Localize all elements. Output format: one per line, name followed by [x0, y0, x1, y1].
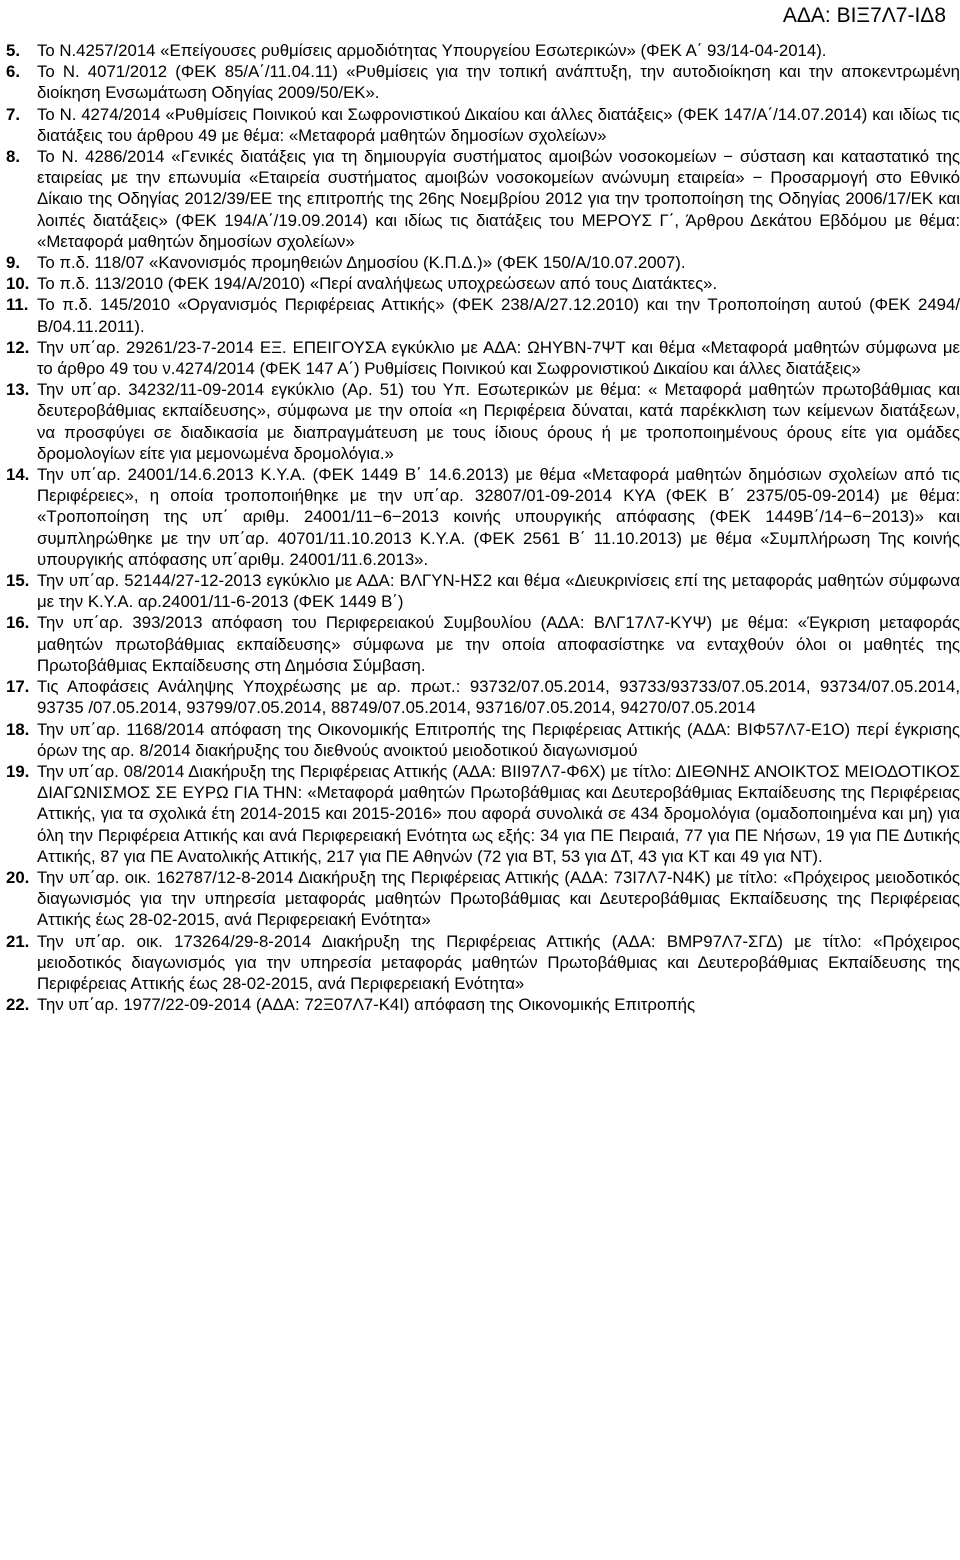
item-text: Την υπ΄αρ. 34232/11-09-2014 εγκύκλιο (Αρ. 51) του Υπ. Εσωτερικών με θέμα: « Μεταφορά μαθητών πρωτοβάθμιας και δευτεροβάθμιας εκπαίδευσης», σύμφωνα με την οποία «η Περιφέρεια δύναται, κατά παρέκκλιση των κείμενων διατάξεων, να προσφύγει σε διαδικασία με διαπραγμάτευση με τους ίδιους όρους ή με τροποποιημένους όρους είτε για ομάδες δρομολογίων είτε για μεμονωμένα δρομολόγια.»	[37, 380, 960, 463]
list-item	[6, 931, 960, 995]
list-item	[6, 719, 960, 761]
item-text: Το π.δ. 145/2010 «Οργανισμός Περιφέρειας Αττικής» (ΦΕΚ 238/Α/27.12.2010) και την Τροποποίηση αυτού (ΦΕΚ 2494/Β/04.11.2011).	[37, 295, 960, 336]
list-item	[6, 40, 960, 61]
list-item	[6, 867, 960, 931]
legal-references-list	[6, 40, 960, 1024]
list-item	[6, 252, 960, 273]
list-item	[6, 146, 960, 252]
item-text: Το π.δ. 113/2010 (ΦΕΚ 194/Α/2010) «Περί αναλήψεως υποχρεώσεων από τους Διατάκτες».	[37, 274, 718, 294]
item-number: 13.	[6, 380, 30, 400]
list-item	[6, 761, 960, 867]
item-number: 20.	[6, 867, 30, 887]
item-text: Την υπ΄αρ. 29261/23-7-2014 ΕΞ. ΕΠΕΙΓΟΥΣΑ εγκύκλιο με ΑΔΑ: ΩΗΥΒΝ-7ΨΤ και θέμα «Μεταφορά μαθητών σύμφωνα με το άρθρο 49 του ν.4274/2014 (ΦΕΚ 147 Α΄) Ρυθμίσεις Ποινικού και Σωφρονιστικού Δικαίου και άλλες διατάξεις»	[37, 337, 960, 379]
item-text: Το π.δ. 118/07 «Κανονισμός προμηθειών Δημοσίου (Κ.Π.Δ.)» (ΦΕΚ 150/Α/10.07.2007).	[37, 253, 686, 273]
item-number: 14.	[6, 465, 30, 485]
list-item	[6, 104, 960, 146]
list-item	[6, 294, 960, 336]
item-text: Τις Αποφάσεις Ανάληψης Υποχρέωσης με αρ. πρωτ.: 93732/07.05.2014, 93733/93733/07.05.2014, 93734/07.05.2014, 93735 /07.05.2014, 93799/07.05.2014, 88749/07.05.2014, 93716/07.05.2014, 94270/07.05.2014	[37, 677, 960, 718]
item-text: Την υπ΄αρ. 24001/14.6.2013 Κ.Υ.Α. (ΦΕΚ 1449 Β΄ 14.6.2013) με θέμα «Μεταφορά μαθητών δημόσιων σχολείων από τις Περιφέρειες», η οποία τροποποιήθηκε με την υπ΄αρ. 32807/01-09-2014 ΚΥΑ (ΦΕΚ Β΄ 2375/05-09-2014) με θέμα: «Τροποποίηση της υπ΄ αριθμ. 24001/11−6−2013 κοινής υπουργικής απόφασης (ΦΕΚ 1449Β΄/14−6−2013)» και συμπληρώθηκε με την υπ΄αρ. 40701/11.10.2013 Κ.Υ.Α. (ΦΕΚ 2561 Β΄ 11.10.2013) με θέμα «Συμπλήρωση Της κοινής υπουργικής απόφασης υπ΄αριθμ. 24001/11.6.2013».	[37, 465, 960, 569]
list-item	[6, 379, 960, 464]
item-text: Την υπ΄αρ. οικ. 173264/29-8-2014 Διακήρυξη της Περιφέρειας Αττικής (ΑΔΑ: ΒΜΡ97Λ7-ΣΓΔ) με τίτλο: «Πρόχειρος μειοδοτικός διαγωνισμός για την υπηρεσία μεταφοράς μαθητών Πρωτοβάθμιας και Δευτεροβάθμιας Εκπαίδευσης της Περιφέρειας Αττικής έως 28-02-2015, ανά Περιφερειακή Ενότητα»	[37, 931, 960, 993]
item-number: 7.	[6, 104, 20, 124]
item-text: Την υπ΄αρ. 393/2013 απόφαση του Περιφερειακού Συμβουλίου (ΑΔΑ: ΒΛΓ17Λ7-ΚΥΨ) με θέμα: «Έγκριση μεταφοράς μαθητών πρωτοβάθμιας εκπαίδευσης» σύμφωνα με την οποία αποφασίστηκε να ενταχθούν όλοι οι μαθητές της Πρωτοβάθμιας Εκπαίδευσης στη Δημόσια Σύμβαση.	[37, 613, 960, 675]
item-text: Το Ν. 4071/2012 (ΦΕΚ 85/Α΄/11.04.11) «Ρυθμίσεις για την τοπική ανάπτυξη, την αυτοδιοίκηση και την αποκεντρωμένη διοίκηση Ενσωμάτωση Οδηγίας 2009/50/ΕΚ».	[37, 62, 960, 103]
list-item	[6, 570, 960, 612]
list-item	[6, 994, 960, 1015]
item-number: 11.	[6, 295, 29, 315]
item-number: 16.	[6, 613, 30, 633]
item-number: 6.	[6, 62, 20, 82]
list-item	[6, 337, 960, 379]
list-item	[6, 273, 960, 294]
item-number: 22.	[6, 995, 30, 1015]
item-text: Την υπ΄αρ. 1977/22-09-2014 (ΑΔΑ: 72Ξ07Λ7-Κ4Ι) απόφαση της Οικονομικής Επιτροπής	[37, 995, 696, 1015]
item-number: 18.	[6, 719, 30, 739]
item-number: 12.	[6, 337, 30, 357]
item-number: 19.	[6, 761, 30, 781]
ada-code: ΑΔΑ: ΒΙΞ7Λ7-ΙΔ8	[782, 4, 946, 27]
item-number: 8.	[6, 147, 20, 167]
item-text: Την υπ΄αρ. οικ. 162787/12-8-2014 Διακήρυξη της Περιφέρειας Αττικής (ΑΔΑ: 73Ι7Λ7-Ν4Κ) με τίτλο: «Πρόχειρος μειοδοτικός διαγωνισμός για την υπηρεσία μεταφοράς μαθητών Πρωτοβάθμιας και Δευτεροβάθμιας Εκπαίδευσης της Περιφέρειας Αττικής έως 28-02-2015, ανά Περιφερειακή Ενότητα»	[37, 867, 960, 930]
item-number: 9.	[6, 253, 20, 273]
item-text: Την υπ΄αρ. 08/2014 Διακήρυξη της Περιφέρειας Αττικής (ΑΔΑ: ΒΙΙ97Λ7-Φ6Χ) με τίτλο: ΔΙΕΘΝΗΣ ΑΝΟΙΚΤΟΣ ΜΕΙΟΔΟΤΙΚΟΣ ΔΙΑΓΩΝΙΣΜΟΣ ΣΕ ΕΥΡΩ ΓΙΑ ΤΗΝ: «Μεταφορά μαθητών Πρωτοβάθμιας και Δευτεροβάθμιας Εκπαίδευσης της Περιφέρειας Αττικής, για τα σχολικά έτη 2014-2015 και 2015-2016» που αφορά συνολικά σε 434 δρομολόγια (ομαδοποιημένα και μη) για όλη την Περιφέρεια Αττικής και ανά Περιφερειακή Ενότητα ως εξής: 34 για ΠΕ Πειραιά, 77 για ΠΕ Νήσων, 19 για ΠΕ Δυτικής Αττικής, 87 για ΠΕ Ανατολικής Αττικής, 217 για ΠΕ Αθηνών (72 για ΒΤ, 53 για ΔΤ, 43 για ΚΤ και 49 για ΝΤ).	[37, 761, 960, 866]
list-item	[6, 61, 960, 103]
item-number: 5.	[6, 41, 20, 60]
list-item	[6, 464, 960, 570]
item-text: Το Ν. 4286/2014 «Γενικές διατάξεις για τη δημιουργία συστήματος αμοιβών νοσοκομείων − σύσταση και καταστατικό της εταιρείας με την επωνυμία «Εταιρεία συστήματος αμοιβών νοσοκομείων ανώνυμη εταιρεία» − Προσαρμογή στο Εθνικό Δίκαιο της Οδηγίας 2012/39/ΕΕ της επιτροπής της 26ης Νοεμβρίου 2012 για την τροποποίηση της Οδηγίας 2006/17/ΕΚ και λοιπές διατάξεις» (ΦΕΚ 194/Α΄/19.09.2014) και ιδίως τις διατάξεις του ΜΕΡΟΥΣ Γ΄, Άρθρου Δεκάτου Εβδόμου με θέμα: «Μεταφορά μαθητών δημοσίων σχολείων»	[37, 147, 960, 251]
list-item	[6, 676, 960, 718]
item-number: 10.	[6, 274, 30, 294]
item-text: Την υπ΄αρ. 52144/27-12-2013 εγκύκλιο με ΑΔΑ: ΒΛΓΥΝ-ΗΣ2 και θέμα «Διευκρινίσεις επί της μεταφοράς μαθητών σύμφωνα με την Κ.Υ.Α. αρ.24001/11-6-2013 (ΦΕΚ 1449 Β΄)	[37, 571, 960, 612]
item-text: Την υπ΄αρ. 1168/2014 απόφαση της Οικονομικής Επιτροπής της Περιφέρειας Αττικής (ΑΔΑ: ΒΙΦ57Λ7-Ε1Ο) περί έγκρισης όρων της αρ. 8/2014 διακήρυξης του διεθνούς ανοικτού μειοδοτικού διαγωνισμού	[37, 719, 960, 760]
item-text: Το Ν. 4274/2014 «Ρυθμίσεις Ποινικού και Σωφρονιστικού Δικαίου και άλλες διατάξεις» (ΦΕΚ 147/Α΄/14.07.2014) και ιδίως τις διατάξεις του άρθρου 49 με θέμα: «Μεταφορά μαθητών δημοσίων σχολείων»	[37, 104, 960, 145]
item-text: Το Ν.4257/2014 «Επείγουσες ρυθμίσεις αρμοδιότητας Υπουργείου Εσωτερικών» (ΦΕΚ Α΄ 93/14-04-2014).	[37, 41, 827, 60]
list-item	[6, 612, 960, 676]
item-number: 17.	[6, 677, 30, 697]
item-number: 21.	[6, 931, 30, 951]
item-number: 15.	[6, 571, 30, 591]
